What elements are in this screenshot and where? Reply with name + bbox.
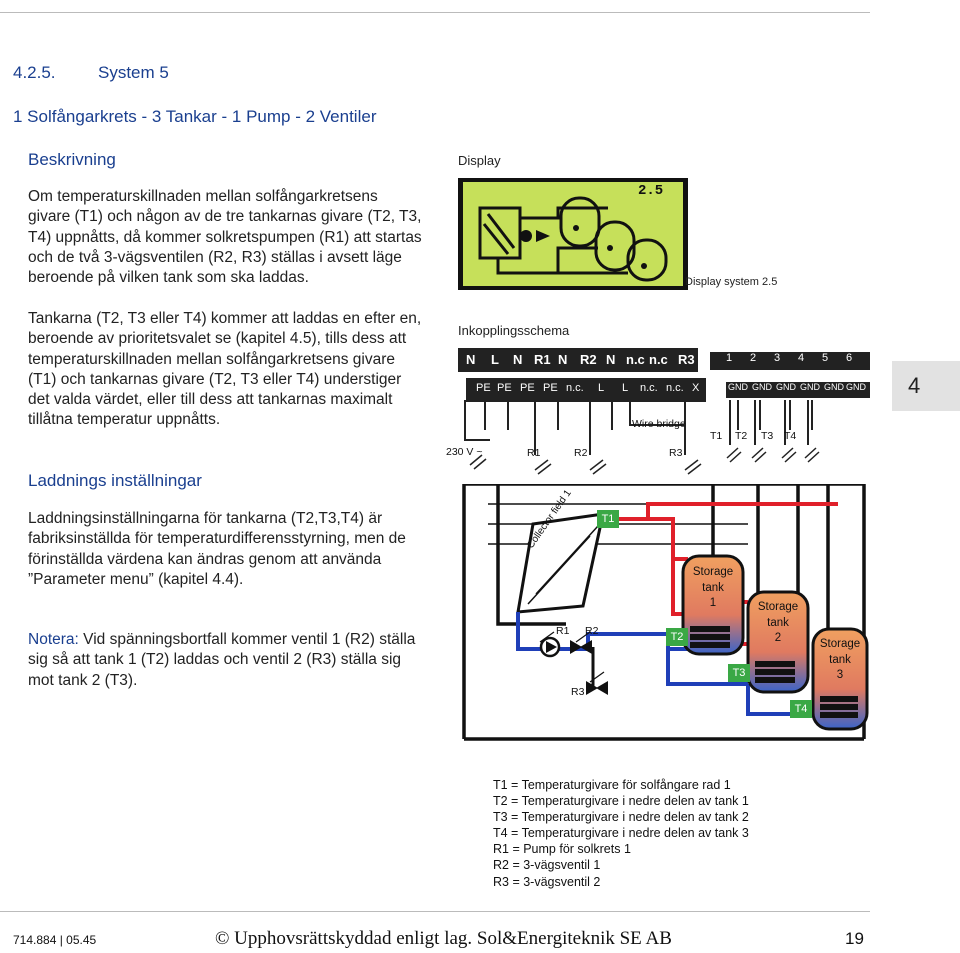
terminal-label: n.c. [666, 382, 684, 394]
valve-label-r3: R3 [571, 686, 585, 698]
sensor-t1: T1 [597, 510, 619, 528]
legend-item: R1 = Pump för solkrets 1 [493, 842, 631, 857]
note-label: Notera: [28, 631, 79, 648]
tank-1-label [688, 565, 738, 612]
display-label: Display [458, 153, 501, 168]
tank-3-label-line3: 3 [836, 669, 844, 681]
legend-item: T1 = Temperaturgivare för solfångare rad 1 [493, 778, 731, 792]
terminal-label: L [598, 382, 605, 394]
gnd-label: GND [752, 382, 772, 392]
terminal-label: L [491, 352, 499, 367]
tank-3-label [815, 637, 865, 684]
sensor-terminal-number: 4 [798, 352, 805, 364]
relay-label-r1: R1 [527, 447, 541, 459]
legend-item: T2 = Temperaturgivare i nedre delen av tank 1 [493, 794, 749, 809]
charging-paragraph: Laddningsinställningarna för tankarna (T2,T3,T4) är fabriksinställda för temperaturdifferensstyrning, men de förinställda värdena kan ändras genom att använda ”Parameter menu” (kapitel 4.4). [28, 510, 406, 588]
legend-item: T3 = Temperaturgivare i nedre delen av tank 2 [493, 810, 749, 825]
gnd-label: GND [846, 382, 866, 392]
terminal-label: n.c. [640, 382, 658, 394]
sensor-t4: T4 [790, 700, 812, 718]
gnd-label: GND [800, 382, 820, 392]
terminal-label: n.c [626, 352, 645, 367]
section-number: 4.2.5. [13, 63, 56, 82]
doc-number: 714.884 | 05.45 [13, 933, 97, 947]
page-subtitle: 1 Solfångarkrets - 3 Tankar - 1 Pump - 2 Ventiler [13, 107, 377, 126]
charging-heading: Laddnings inställningar [28, 471, 202, 490]
gnd-label: GND [728, 382, 748, 392]
terminal-label: N [466, 352, 476, 367]
display-caption: Display system 2.5 [685, 276, 778, 288]
tank-2-label-line1: Storage [757, 601, 799, 613]
gnd-label: GND [776, 382, 796, 392]
terminal-label: R3 [678, 352, 695, 367]
top-rule [0, 12, 870, 13]
terminal-label: R2 [580, 352, 597, 367]
supply-label: 230 V ~ [446, 446, 483, 458]
sensor-terminal-number: 3 [774, 352, 781, 364]
pump-label-r1: R1 [556, 625, 570, 637]
sensor-label-t4: T4 [784, 430, 797, 442]
terminal-label: n.c [649, 352, 668, 367]
section-title: System 5 [98, 63, 169, 82]
description-paragraph-2: Tankarna (T2, T3 eller T4) kommer att laddas en efter en, beroende av prioritetsvalet se (kapitel 4.5), tills dess att temperaturskillnaden mellan solfångarkretsens givare (T1) och tankarnas givare (T2, T3 eller T4) understiger det valda värdet, eller till dess att tankarnas maximalt tillåtna temperatur uppnåtts. [28, 310, 422, 429]
sensor-terminal-number: 1 [726, 352, 733, 364]
copyright: © Upphovsrättskyddad enligt lag. Sol&Energiteknik SE AB [215, 928, 672, 949]
display-screen [458, 178, 688, 290]
description-paragraph-1: Om temperaturskillnaden mellan solfångarkretsens givare (T1) och någon av de tre tankarnas givare (T2, T3, T4) uppnåtts, då kommer solkretspumpen (R1) att startas och de två 3-vägsventilen (R2, R3) ställas i avsett läge beroende på vilken tank som ska laddas. [28, 188, 422, 287]
tank-2-label-line2: tank [767, 616, 789, 629]
sensor-terminal-number: 6 [846, 352, 853, 364]
legend [493, 777, 749, 890]
relay-label-r3: R3 [669, 447, 683, 459]
terminal-label: PE [543, 382, 558, 394]
tank-3-label-line1: Storage [819, 638, 861, 650]
bottom-rule [0, 911, 870, 912]
sensor-t3: T3 [728, 664, 750, 682]
terminal-label: X [692, 382, 700, 394]
note-text: Vid spänningsbortfall kommer ventil 1 (R2) ställa sig så att tank 1 (T2) laddas och ventil 2 (R3) ställa sig mot tank 2 (T3). [28, 631, 416, 689]
sensor-t2: T2 [666, 628, 688, 646]
terminal-label: R1 [534, 352, 551, 367]
wire-bridge-label: Wire bridge [632, 418, 686, 430]
tank-3-label-line2: tank [829, 653, 851, 666]
chapter-tab [892, 361, 960, 411]
sensor-label-t1: T1 [710, 430, 723, 442]
tank-2-label-line3: 2 [774, 632, 782, 644]
tank-2-label [753, 600, 803, 647]
page-number: 19 [845, 929, 864, 948]
terminal-label: N [513, 352, 523, 367]
note-paragraph [28, 630, 423, 691]
valve-label-r2: R2 [585, 625, 599, 637]
tank-1-label-line1: Storage [692, 566, 734, 578]
legend-item: T4 = Temperaturgivare i nedre delen av tank 3 [493, 826, 749, 841]
sensor-label-t3: T3 [761, 430, 774, 442]
legend-item: R3 = 3-vägsventil 2 [493, 874, 601, 889]
terminal-label: L [622, 382, 629, 394]
terminal-label: PE [497, 382, 512, 394]
sensor-terminal-number: 2 [750, 352, 757, 364]
terminal-label: n.c. [566, 382, 584, 394]
sensor-label-t2: T2 [735, 430, 748, 442]
terminal-labels-top [458, 352, 698, 370]
relay-label-r2: R2 [574, 447, 588, 459]
terminal-label: PE [520, 382, 535, 394]
description-heading: Beskrivning [28, 150, 116, 169]
wiring-label: Inkopplingsschema [458, 323, 570, 338]
sensor-terminal-numbers [710, 352, 870, 370]
tank-1-label-line2: tank [702, 581, 724, 594]
display-value: 2.5 [638, 183, 664, 199]
legend-item: R2 = 3-vägsventil 1 [493, 858, 601, 873]
terminal-label: N [558, 352, 568, 367]
chapter-tab-number: 4 [908, 373, 921, 398]
gnd-label: GND [824, 382, 844, 392]
sensor-terminal-number: 5 [822, 352, 829, 364]
terminal-label: PE [476, 382, 491, 394]
tank-1-label-line3: 1 [709, 597, 717, 609]
collector-label: Collector field 1 [525, 487, 574, 551]
terminal-label: N [606, 352, 616, 367]
